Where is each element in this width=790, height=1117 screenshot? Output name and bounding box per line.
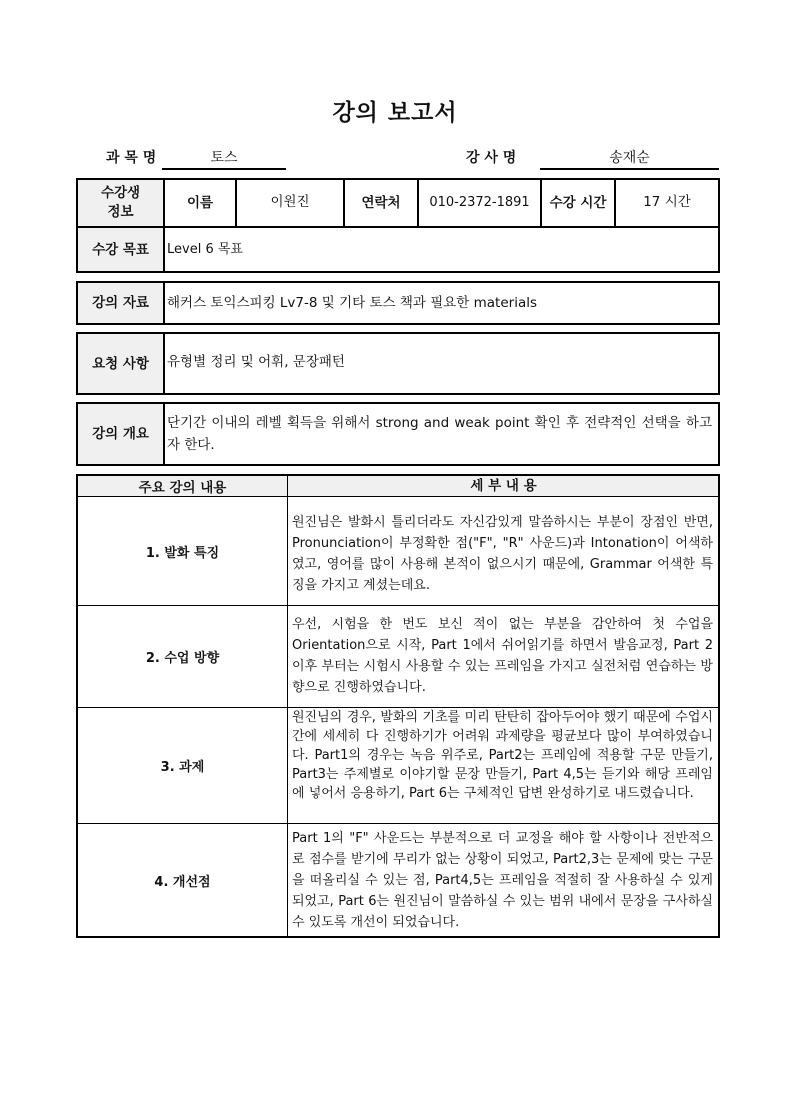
course-label: 과 목 명 (106, 150, 157, 166)
details-text: 원진님은 발화시 틀리더라도 자신감있게 말씀하시는 부분이 장점인 반면, Pronunciation이 부정확한 점("F", "R" 사운드)과 Intonation이 어색하였고, 영어를 많이 사용해 본적이 없으시기 때문에, Grammar 어색한 특징을 가지고 계셨는데요. (292, 515, 713, 593)
materials-value: 해커스 토익스피킹 Lv7-8 및 기타 토스 책과 필요한 materials (167, 295, 538, 311)
details-item: 2. 수업 방향 (145, 651, 220, 666)
details-text: 우선, 시험을 한 번도 보신 적이 없는 부분을 감안하여 첫 수업을 Orientation으로 시작, Part 1에서 쉬어읽기를 하면서 발음교정, Part 2 이후 부터는 시험시 사용할 수 있는 프레임을 가지고 실전처럼 연습하는 방향으로 진행하였습니다. (292, 617, 713, 695)
course-value: 토스 (162, 147, 286, 170)
student-name: 이원진 (270, 194, 310, 210)
goal-row (78, 228, 718, 271)
overview-row (76, 402, 720, 466)
details-header-right: 세 부 내 용 (470, 477, 537, 494)
report-title: 강의 보고서 (332, 100, 458, 126)
student-section-label: 수강생 정보 (78, 180, 163, 226)
overview-label: 강의 개요 (78, 404, 163, 464)
hours-label: 수강 시간 (549, 195, 607, 211)
contact-label: 연락처 (361, 195, 401, 211)
student-info-table (76, 178, 720, 273)
details-header-row (78, 476, 718, 496)
details-header-left: 주요 강의 내용 (138, 480, 227, 496)
contact-value: 010-2372-1891 (429, 195, 530, 210)
materials-label: 강의 자료 (78, 283, 163, 323)
requests-row (76, 332, 720, 395)
details-row (78, 824, 718, 936)
details-row (78, 708, 718, 823)
student-info-row (78, 180, 718, 226)
hours-value: 17 시간 (643, 194, 691, 210)
instructor-label: 강 사 명 (466, 150, 517, 166)
requests-value: 유형별 정리 및 어휘, 문장패턴 (167, 354, 345, 370)
requests-label: 요청 사항 (78, 334, 163, 393)
name-label: 이름 (186, 195, 214, 211)
details-row (78, 497, 718, 605)
goal-value: Level 6 목표 (167, 241, 243, 257)
details-item: 1. 발화 특징 (145, 545, 220, 561)
instructor-value: 송재순 (540, 147, 719, 170)
goal-label: 수강 목표 (78, 228, 163, 271)
details-table (76, 474, 720, 938)
details-row (78, 606, 718, 707)
materials-row (76, 281, 720, 325)
details-item: 3. 과제 (160, 760, 205, 775)
overview-value: 단기간 이내의 레벨 획득을 위해서 strong and weak point 확인 후 전략적인 선택을 하고자 한다. (167, 415, 712, 453)
details-item: 4. 개선점 (154, 874, 211, 890)
details-text: 원진님의 경우, 발화의 기초를 미리 탄탄히 잡아두어야 했기 때문에 수업시간에 세세히 다 진행하기가 어려워 과제량을 평균보다 많이 부여하였습니다. Part1의 경우는 녹음 위주로, Part2는 프레임에 적용할 구문 만들기, Part3는 주제별로 이야기할 문장 만들기, Part 4,5는 듣기와 해당 프레임에 넣어서 응용하기, Part 6는 구체적인 답변 완성하기로 내드렸습니다. (292, 710, 713, 801)
details-text: Part 1의 "F" 사운드는 부분적으로 더 교정을 해야 할 사항이나 전반적으로 점수를 받기에 무리가 없는 상황이 되었고, Part2,3는 문제에 맞는 구문을 떠올리실 수 있는 점, Part4,5는 프레임을 적절히 잘 사용하실 수 있게 되었고, Part 6는 원진님이 말씀하실 수 있는 범위 내에서 문장을 구사하실 수 있도록 개선이 되었습니다. (292, 831, 713, 930)
